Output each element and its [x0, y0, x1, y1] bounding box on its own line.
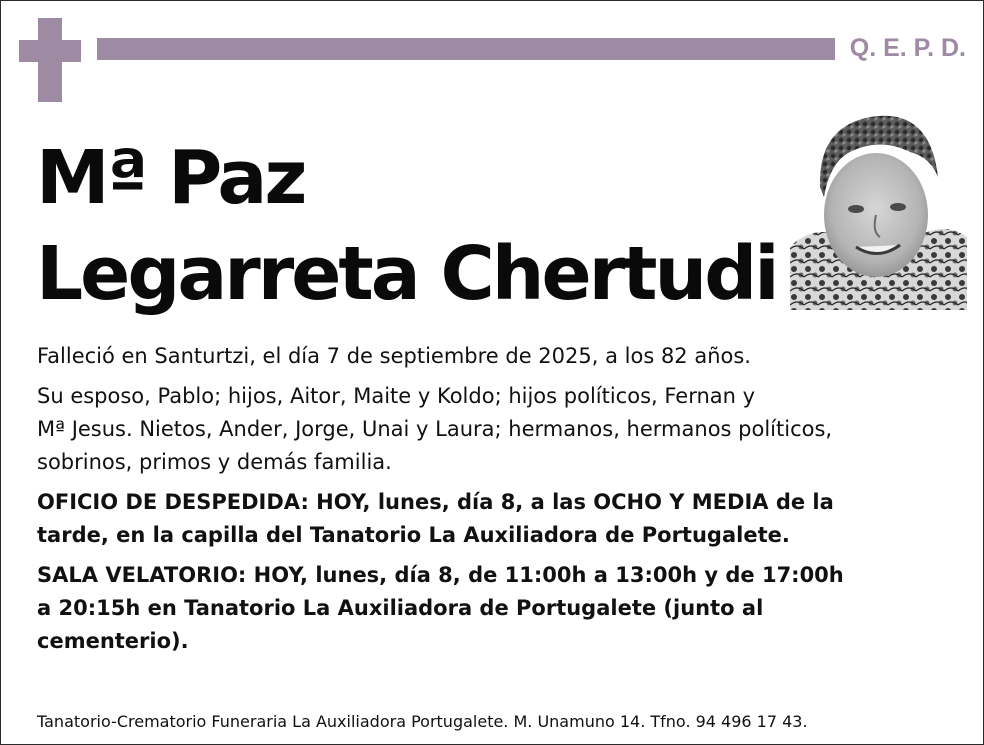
wake-line-1: SALA VELATORIO: HOY, lunes, día 8, de 11:00h a 13:00h y de 17:00h	[37, 563, 844, 587]
portrait-image	[790, 97, 967, 310]
service-paragraph	[37, 486, 937, 552]
cross-icon-horizontal	[19, 40, 81, 62]
death-notice: Falleció en Santurtzi, el día 7 de septiembre de 2025, a los 82 años.	[37, 344, 751, 368]
qepd-label: Q. E. P. D.	[849, 34, 966, 62]
header-rule	[97, 38, 835, 60]
obituary-body	[37, 340, 937, 665]
family-line-2: Mª Jesus. Nietos, Ander, Jorge, Unai y Laura; hermanos, hermanos políticos,	[37, 417, 833, 441]
deceased-name-line2: Legarreta Chertudi	[36, 231, 777, 317]
wake-line-2: a 20:15h en Tanatorio La Auxiliadora de Portugalete (junto al	[37, 596, 764, 620]
deceased-name-line1: Mª Paz	[36, 135, 305, 221]
deceased-name	[36, 130, 777, 322]
family-paragraph	[37, 380, 937, 479]
wake-line-3: cementerio).	[37, 629, 189, 653]
funeral-home-footer: Tanatorio-Crematorio Funeraria La Auxiliadora Portugalete. M. Unamuno 14. Tfno. 94 496 17 43.	[37, 712, 808, 731]
service-line-1: OFICIO DE DESPEDIDA: HOY, lunes, día 8, a las OCHO Y MEDIA de la	[37, 490, 834, 514]
wake-paragraph	[37, 559, 937, 658]
family-line-3: sobrinos, primos y demás familia.	[37, 450, 392, 474]
family-line-1: Su esposo, Pablo; hijos, Aitor, Maite y Koldo; hijos políticos, Fernan y	[37, 384, 756, 408]
deceased-photo	[790, 97, 967, 310]
service-line-2: tarde, en la capilla del Tanatorio La Auxiliadora de Portugalete.	[37, 523, 790, 547]
